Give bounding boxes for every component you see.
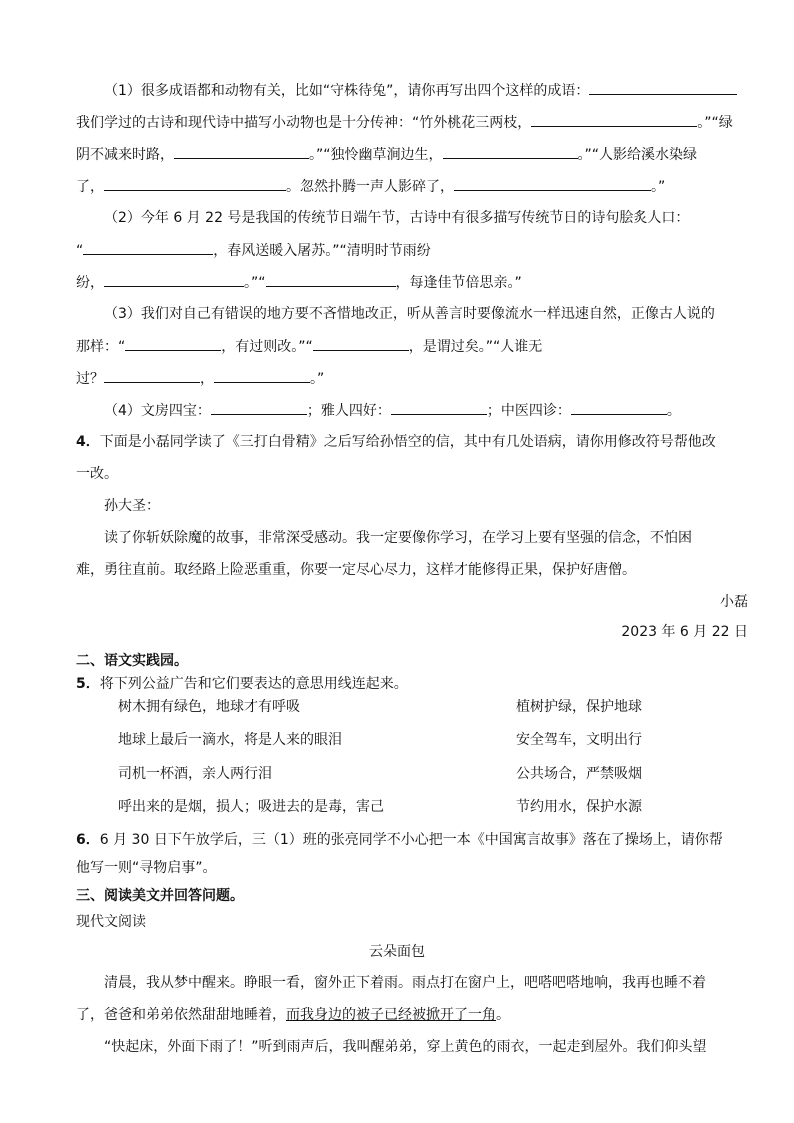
answer-blank[interactable]	[454, 176, 651, 191]
text: 植树护绿，保护地球	[516, 699, 642, 715]
match-left-item[interactable]	[118, 730, 342, 750]
text: 。”“人影给溪水染绿	[577, 147, 698, 163]
text: 呼出来的是烟，损人；吸进去的是毒，害己	[118, 799, 384, 815]
text: 纷，	[76, 275, 104, 291]
q6-line2	[76, 858, 217, 878]
text: “	[76, 243, 84, 259]
text: （4）文房四宝：	[104, 403, 211, 419]
text: ，有过则改。”“	[221, 339, 313, 355]
text: 我们学过的古诗和现代诗中描写小动物也是十分传神：“竹外桃花三两枝，	[76, 115, 532, 131]
q1-part3-line3	[76, 368, 324, 389]
match-right-item[interactable]	[516, 764, 642, 784]
text: 现代文阅读	[76, 914, 146, 930]
question-text: 他写一则“寻物启事”。	[76, 860, 217, 876]
text: ，是谓过矣。”“人谁无	[408, 339, 543, 355]
q6-line1	[76, 830, 723, 850]
article-para1-line1	[104, 973, 706, 993]
answer-blank[interactable]	[531, 112, 697, 127]
text: ；中医四诊：	[486, 403, 571, 419]
text: ，	[200, 371, 214, 387]
q1-part2-line3	[76, 272, 522, 293]
question-number: 4．	[76, 434, 100, 450]
heading: 云朵面包	[369, 944, 425, 960]
q1-part1-line2	[76, 112, 733, 133]
text: 。”	[310, 371, 325, 387]
text: 过？	[76, 371, 104, 387]
text: 读了你斩妖除魔的故事，非常深受感动。我一定要像你学习，在学习上要有坚强的信念，不怕困	[104, 530, 692, 546]
text: 。”	[651, 179, 666, 195]
text: （2）今年 6 月 22 号是我国的传统节日端午节，古诗中有很多描写传统节日的诗句脍炙人口：	[104, 210, 690, 226]
answer-blank[interactable]	[104, 368, 200, 383]
letter-body-line2	[76, 560, 636, 580]
answer-blank[interactable]	[83, 240, 213, 255]
q1-part2-line1	[104, 208, 689, 228]
answer-blank[interactable]	[174, 144, 309, 159]
match-right-item[interactable]	[516, 797, 642, 817]
answer-blank[interactable]	[391, 400, 487, 415]
text: ；雅人四好：	[306, 403, 391, 419]
q1-part3-line2	[76, 336, 542, 357]
text: 了，	[76, 179, 104, 195]
answer-blank[interactable]	[104, 176, 286, 191]
answer-blank[interactable]	[571, 400, 667, 415]
article-title	[0, 942, 794, 962]
text: 节约用水，保护水源	[516, 799, 642, 815]
text: 树木拥有绿色，地球才有呼吸	[118, 699, 300, 715]
heading: 三、阅读美文并回答问题。	[76, 888, 244, 904]
match-left-item[interactable]	[118, 697, 300, 717]
match-right-item[interactable]	[516, 697, 642, 717]
text: 了，爸爸和弟弟依然甜甜地睡着，	[76, 1007, 286, 1023]
section-3-title	[76, 886, 244, 906]
match-left-item[interactable]	[118, 764, 272, 784]
answer-blank[interactable]	[266, 272, 396, 287]
q1-part3-line1	[104, 304, 715, 324]
letter-salutation	[104, 496, 160, 516]
article-para2-line1	[104, 1037, 707, 1057]
text: 公共场合，严禁吸烟	[516, 766, 642, 782]
article-para1-line2	[76, 1005, 510, 1025]
question-number: 6．	[76, 832, 100, 848]
q1-part1-line4	[76, 176, 665, 197]
match-left-item[interactable]	[118, 797, 384, 817]
text: 2023 年 6 月 22 日	[621, 624, 748, 640]
q4-line1	[76, 432, 716, 452]
text: 。	[666, 403, 681, 419]
text: 。”“绿	[697, 115, 733, 131]
q4-line2	[76, 464, 118, 484]
answer-blank[interactable]	[211, 400, 307, 415]
answer-blank[interactable]	[125, 336, 221, 351]
text: 。”“	[244, 275, 266, 291]
text: 难，勇往直前。取经路上险恶重重，你要一定尽心尽力，这样才能修得正果，保护好唐僧。	[76, 562, 636, 578]
reading-subtitle	[76, 912, 146, 932]
question-text: 将下列公益广告和它们要表达的意思用线连起来。	[99, 676, 408, 692]
match-right-item[interactable]	[516, 730, 642, 750]
heading: 二、语文实践园。	[76, 653, 188, 669]
question-text: 下面是小磊同学读了《三打白骨精》之后写给孙悟空的信，其中有几处语病，请你用修改符号帮他改	[99, 434, 716, 450]
text: 清晨，我从梦中醒来。睁眼一看，窗外正下着雨。雨点打在窗户上，吧嗒吧嗒地响，我再也睡不着	[104, 975, 706, 991]
text: 。忽然扑腾一声人影碎了，	[286, 179, 454, 195]
q1-part1-line3	[76, 144, 697, 165]
text: 那样：“	[76, 339, 126, 355]
q1-part2-line2	[76, 240, 431, 261]
question-text: 6 月 30 日下午放学后，三（1）班的张亮同学不小心把一本《中国寓言故事》落在了操场上，请你帮	[99, 832, 723, 848]
text: 小磊	[720, 594, 748, 610]
underlined-sentence: 而我身边的被子已经被掀开了一角	[286, 1007, 496, 1023]
q5-line	[76, 674, 408, 694]
text: ，春风送暖入屠苏。”“清明时节雨纷	[213, 243, 431, 259]
q1-part1-text: （1）很多成语都和动物有关，比如“守株待兔”，请你再写出四个这样的成语：	[104, 83, 590, 99]
text: 司机一杯酒，亲人两行泪	[118, 766, 272, 782]
text: 。”“独怜幽草涧边生，	[309, 147, 443, 163]
question-number: 5．	[76, 676, 100, 692]
question-text: 一改。	[76, 466, 118, 482]
answer-blank[interactable]	[104, 272, 244, 287]
answer-blank[interactable]	[589, 80, 737, 95]
letter-signature	[720, 592, 748, 612]
text: 安全驾车，文明出行	[516, 732, 642, 748]
letter-date	[621, 622, 748, 642]
text: “快起床，外面下雨了！”听到雨声后，我叫醒弟弟，穿上黄色的雨衣，一起走到屋外。我们仰头望	[104, 1039, 707, 1055]
text: 阴不减来时路，	[76, 147, 174, 163]
text: ，每逢佳节倍思亲。”	[395, 275, 522, 291]
answer-blank[interactable]	[214, 368, 310, 383]
q1-part1-line1	[104, 80, 737, 101]
text: 孙大圣：	[104, 498, 160, 514]
answer-blank[interactable]	[443, 144, 578, 159]
text: （3）我们对自己有错误的地方要不吝惜地改正，听从善言时要像流水一样迅速自然，正像古人说的	[104, 306, 715, 322]
text: 。	[496, 1007, 510, 1023]
section-2-title	[76, 651, 188, 671]
letter-body-line1	[104, 528, 692, 548]
answer-blank[interactable]	[313, 336, 409, 351]
q1-part4-line	[104, 400, 681, 421]
text: 地球上最后一滴水，将是人来的眼泪	[118, 732, 342, 748]
